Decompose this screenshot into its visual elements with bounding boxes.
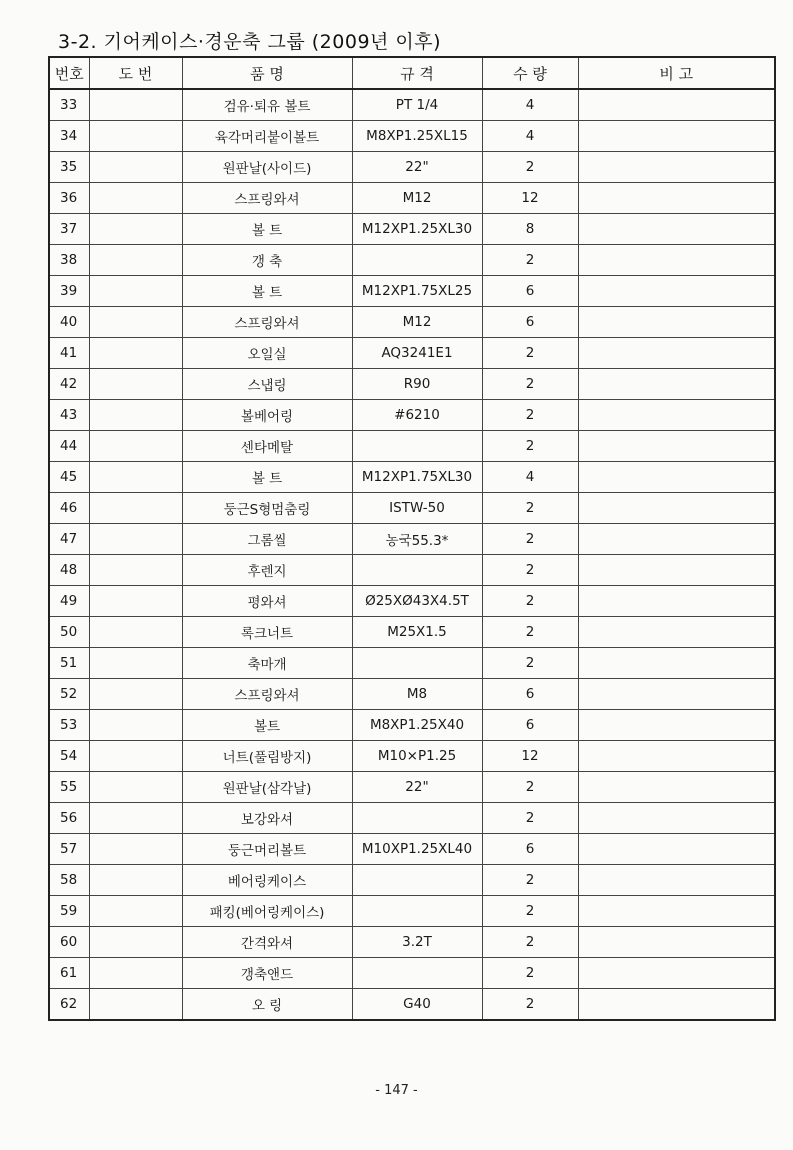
table-row [49, 958, 775, 989]
qty-cell: 2 [482, 400, 578, 431]
spec-cell: M12 [352, 307, 482, 338]
part-name-cell: 록크너트 [182, 617, 352, 648]
table-row [49, 276, 775, 307]
table-row [49, 431, 775, 462]
spec-cell: R90 [352, 369, 482, 400]
qty-cell: 2 [482, 245, 578, 276]
part-name-cell: 스프링와셔 [182, 183, 352, 214]
row-number: 41 [49, 338, 89, 369]
row-number: 61 [49, 958, 89, 989]
note-cell [578, 524, 775, 555]
qty-cell: 4 [482, 462, 578, 493]
part-name-cell: 축마개 [182, 648, 352, 679]
qty-cell: 4 [482, 89, 578, 121]
row-number: 36 [49, 183, 89, 214]
part-name-cell: 육각머리붙이볼트 [182, 121, 352, 152]
note-cell [578, 152, 775, 183]
table-row [49, 865, 775, 896]
row-number: 47 [49, 524, 89, 555]
qty-cell: 12 [482, 741, 578, 772]
note-cell [578, 834, 775, 865]
part-name-cell: 볼트 [182, 710, 352, 741]
row-number: 50 [49, 617, 89, 648]
note-cell [578, 896, 775, 927]
note-cell [578, 958, 775, 989]
table-row [49, 89, 775, 121]
row-number: 40 [49, 307, 89, 338]
drawing-no-cell [89, 958, 182, 989]
qty-cell: 6 [482, 710, 578, 741]
table-row [49, 462, 775, 493]
spec-cell [352, 803, 482, 834]
drawing-no-cell [89, 803, 182, 834]
qty-cell: 6 [482, 834, 578, 865]
part-name-cell: 둥근S형멈춤링 [182, 493, 352, 524]
row-number: 48 [49, 555, 89, 586]
table-row [49, 710, 775, 741]
drawing-no-cell [89, 89, 182, 121]
note-cell [578, 586, 775, 617]
table-row [49, 927, 775, 958]
note-cell [578, 338, 775, 369]
row-number: 55 [49, 772, 89, 803]
spec-cell [352, 896, 482, 927]
row-number: 62 [49, 989, 89, 1021]
drawing-no-cell [89, 400, 182, 431]
drawing-no-cell [89, 772, 182, 803]
part-name-cell: 후렌지 [182, 555, 352, 586]
part-name-cell: 베어링케이스 [182, 865, 352, 896]
row-number: 37 [49, 214, 89, 245]
drawing-no-cell [89, 183, 182, 214]
note-cell [578, 617, 775, 648]
header-part-name: 품 명 [182, 57, 352, 89]
row-number: 45 [49, 462, 89, 493]
spec-cell: G40 [352, 989, 482, 1021]
part-name-cell: 스프링와셔 [182, 679, 352, 710]
table-row [49, 121, 775, 152]
qty-cell: 2 [482, 369, 578, 400]
qty-cell: 2 [482, 989, 578, 1021]
part-name-cell: 보강와셔 [182, 803, 352, 834]
spec-cell: PT 1/4 [352, 89, 482, 121]
table-row [49, 493, 775, 524]
note-cell [578, 431, 775, 462]
row-number: 38 [49, 245, 89, 276]
qty-cell: 2 [482, 803, 578, 834]
row-number: 43 [49, 400, 89, 431]
note-cell [578, 214, 775, 245]
spec-cell: M8 [352, 679, 482, 710]
drawing-no-cell [89, 555, 182, 586]
note-cell [578, 276, 775, 307]
row-number: 49 [49, 586, 89, 617]
table-body [49, 89, 775, 1020]
drawing-no-cell [89, 121, 182, 152]
header-drawing-no: 도 번 [89, 57, 182, 89]
drawing-no-cell [89, 648, 182, 679]
drawing-no-cell [89, 276, 182, 307]
drawing-no-cell [89, 927, 182, 958]
part-name-cell: 갱축앤드 [182, 958, 352, 989]
spec-cell [352, 555, 482, 586]
qty-cell: 2 [482, 338, 578, 369]
spec-cell [352, 245, 482, 276]
note-cell [578, 555, 775, 586]
drawing-no-cell [89, 369, 182, 400]
note-cell [578, 648, 775, 679]
row-number: 53 [49, 710, 89, 741]
part-name-cell: 간격와셔 [182, 927, 352, 958]
qty-cell: 6 [482, 307, 578, 338]
spec-cell: 22" [352, 772, 482, 803]
drawing-no-cell [89, 865, 182, 896]
drawing-no-cell [89, 462, 182, 493]
qty-cell: 2 [482, 586, 578, 617]
note-cell [578, 89, 775, 121]
table-row [49, 338, 775, 369]
table-row [49, 307, 775, 338]
drawing-no-cell [89, 710, 182, 741]
qty-cell: 12 [482, 183, 578, 214]
qty-cell: 2 [482, 524, 578, 555]
note-cell [578, 989, 775, 1021]
part-name-cell: 센타메탈 [182, 431, 352, 462]
table-row [49, 617, 775, 648]
part-name-cell: 원판날(삼각날) [182, 772, 352, 803]
note-cell [578, 772, 775, 803]
drawing-no-cell [89, 152, 182, 183]
header-no: 번호 [49, 57, 89, 89]
qty-cell: 2 [482, 927, 578, 958]
note-cell [578, 121, 775, 152]
note-cell [578, 307, 775, 338]
qty-cell: 2 [482, 896, 578, 927]
spec-cell [352, 958, 482, 989]
drawing-no-cell [89, 524, 182, 555]
note-cell [578, 710, 775, 741]
spec-cell: ISTW-50 [352, 493, 482, 524]
table-row [49, 803, 775, 834]
table-row [49, 369, 775, 400]
note-cell [578, 462, 775, 493]
spec-cell: M12XP1.75XL30 [352, 462, 482, 493]
table-row [49, 586, 775, 617]
qty-cell: 6 [482, 276, 578, 307]
qty-cell: 2 [482, 617, 578, 648]
drawing-no-cell [89, 307, 182, 338]
part-name-cell: 스냅링 [182, 369, 352, 400]
row-number: 52 [49, 679, 89, 710]
table-row [49, 152, 775, 183]
drawing-no-cell [89, 214, 182, 245]
part-name-cell: 그롬씰 [182, 524, 352, 555]
part-name-cell: 오 링 [182, 989, 352, 1021]
table-header-row [49, 57, 775, 89]
table-row [49, 524, 775, 555]
row-number: 60 [49, 927, 89, 958]
qty-cell: 2 [482, 493, 578, 524]
row-number: 44 [49, 431, 89, 462]
part-name-cell: 갱 축 [182, 245, 352, 276]
drawing-no-cell [89, 679, 182, 710]
qty-cell: 2 [482, 958, 578, 989]
header-note: 비 고 [578, 57, 775, 89]
table-row [49, 214, 775, 245]
row-number: 54 [49, 741, 89, 772]
spec-cell: M12XP1.25XL30 [352, 214, 482, 245]
table-row [49, 400, 775, 431]
qty-cell: 2 [482, 431, 578, 462]
spec-cell: M8XP1.25XL15 [352, 121, 482, 152]
row-number: 42 [49, 369, 89, 400]
part-name-cell: 원판날(사이드) [182, 152, 352, 183]
spec-cell [352, 431, 482, 462]
parts-table [48, 56, 776, 1021]
drawing-no-cell [89, 989, 182, 1021]
drawing-no-cell [89, 896, 182, 927]
spec-cell: 22" [352, 152, 482, 183]
spec-cell: M10XP1.25XL40 [352, 834, 482, 865]
note-cell [578, 493, 775, 524]
note-cell [578, 927, 775, 958]
drawing-no-cell [89, 741, 182, 772]
drawing-no-cell [89, 493, 182, 524]
note-cell [578, 679, 775, 710]
qty-cell: 2 [482, 865, 578, 896]
header-qty: 수 량 [482, 57, 578, 89]
part-name-cell: 볼 트 [182, 214, 352, 245]
table-row [49, 834, 775, 865]
spec-cell: M25X1.5 [352, 617, 482, 648]
note-cell [578, 865, 775, 896]
note-cell [578, 741, 775, 772]
row-number: 58 [49, 865, 89, 896]
qty-cell: 8 [482, 214, 578, 245]
table-row [49, 648, 775, 679]
part-name-cell: 볼 트 [182, 276, 352, 307]
table-row [49, 772, 775, 803]
row-number: 34 [49, 121, 89, 152]
spec-cell: 농국55.3* [352, 524, 482, 555]
part-name-cell: 평와셔 [182, 586, 352, 617]
row-number: 46 [49, 493, 89, 524]
page-number: - 147 - [375, 1083, 418, 1098]
row-number: 57 [49, 834, 89, 865]
table-row [49, 245, 775, 276]
spec-cell [352, 648, 482, 679]
part-name-cell: 볼베어링 [182, 400, 352, 431]
page-title: 3-2. 기어케이스·경운축 그룹 (2009년 이후) [58, 31, 442, 53]
drawing-no-cell [89, 834, 182, 865]
spec-cell: Ø25XØ43X4.5T [352, 586, 482, 617]
spec-cell: M12XP1.75XL25 [352, 276, 482, 307]
row-number: 56 [49, 803, 89, 834]
part-name-cell: 볼 트 [182, 462, 352, 493]
drawing-no-cell [89, 431, 182, 462]
spec-cell: #6210 [352, 400, 482, 431]
note-cell [578, 400, 775, 431]
row-number: 59 [49, 896, 89, 927]
qty-cell: 2 [482, 555, 578, 586]
part-name-cell: 검유·퇴유 볼트 [182, 89, 352, 121]
part-name-cell: 패킹(베어링케이스) [182, 896, 352, 927]
part-name-cell: 오일실 [182, 338, 352, 369]
qty-cell: 4 [482, 121, 578, 152]
table-row [49, 183, 775, 214]
spec-cell [352, 865, 482, 896]
qty-cell: 6 [482, 679, 578, 710]
part-name-cell: 둥근머리볼트 [182, 834, 352, 865]
note-cell [578, 183, 775, 214]
spec-cell: M8XP1.25X40 [352, 710, 482, 741]
header-spec: 규 격 [352, 57, 482, 89]
table-row [49, 896, 775, 927]
drawing-no-cell [89, 245, 182, 276]
note-cell [578, 803, 775, 834]
row-number: 35 [49, 152, 89, 183]
qty-cell: 2 [482, 648, 578, 679]
drawing-no-cell [89, 338, 182, 369]
part-name-cell: 너트(풀림방지) [182, 741, 352, 772]
row-number: 51 [49, 648, 89, 679]
part-name-cell: 스프링와셔 [182, 307, 352, 338]
spec-cell: AQ3241E1 [352, 338, 482, 369]
note-cell [578, 245, 775, 276]
table-row [49, 555, 775, 586]
row-number: 33 [49, 89, 89, 121]
qty-cell: 2 [482, 772, 578, 803]
drawing-no-cell [89, 586, 182, 617]
spec-cell: M12 [352, 183, 482, 214]
note-cell [578, 369, 775, 400]
row-number: 39 [49, 276, 89, 307]
spec-cell: M10×P1.25 [352, 741, 482, 772]
table-row [49, 679, 775, 710]
qty-cell: 2 [482, 152, 578, 183]
table-row [49, 989, 775, 1021]
drawing-no-cell [89, 617, 182, 648]
table-row [49, 741, 775, 772]
spec-cell: 3.2T [352, 927, 482, 958]
